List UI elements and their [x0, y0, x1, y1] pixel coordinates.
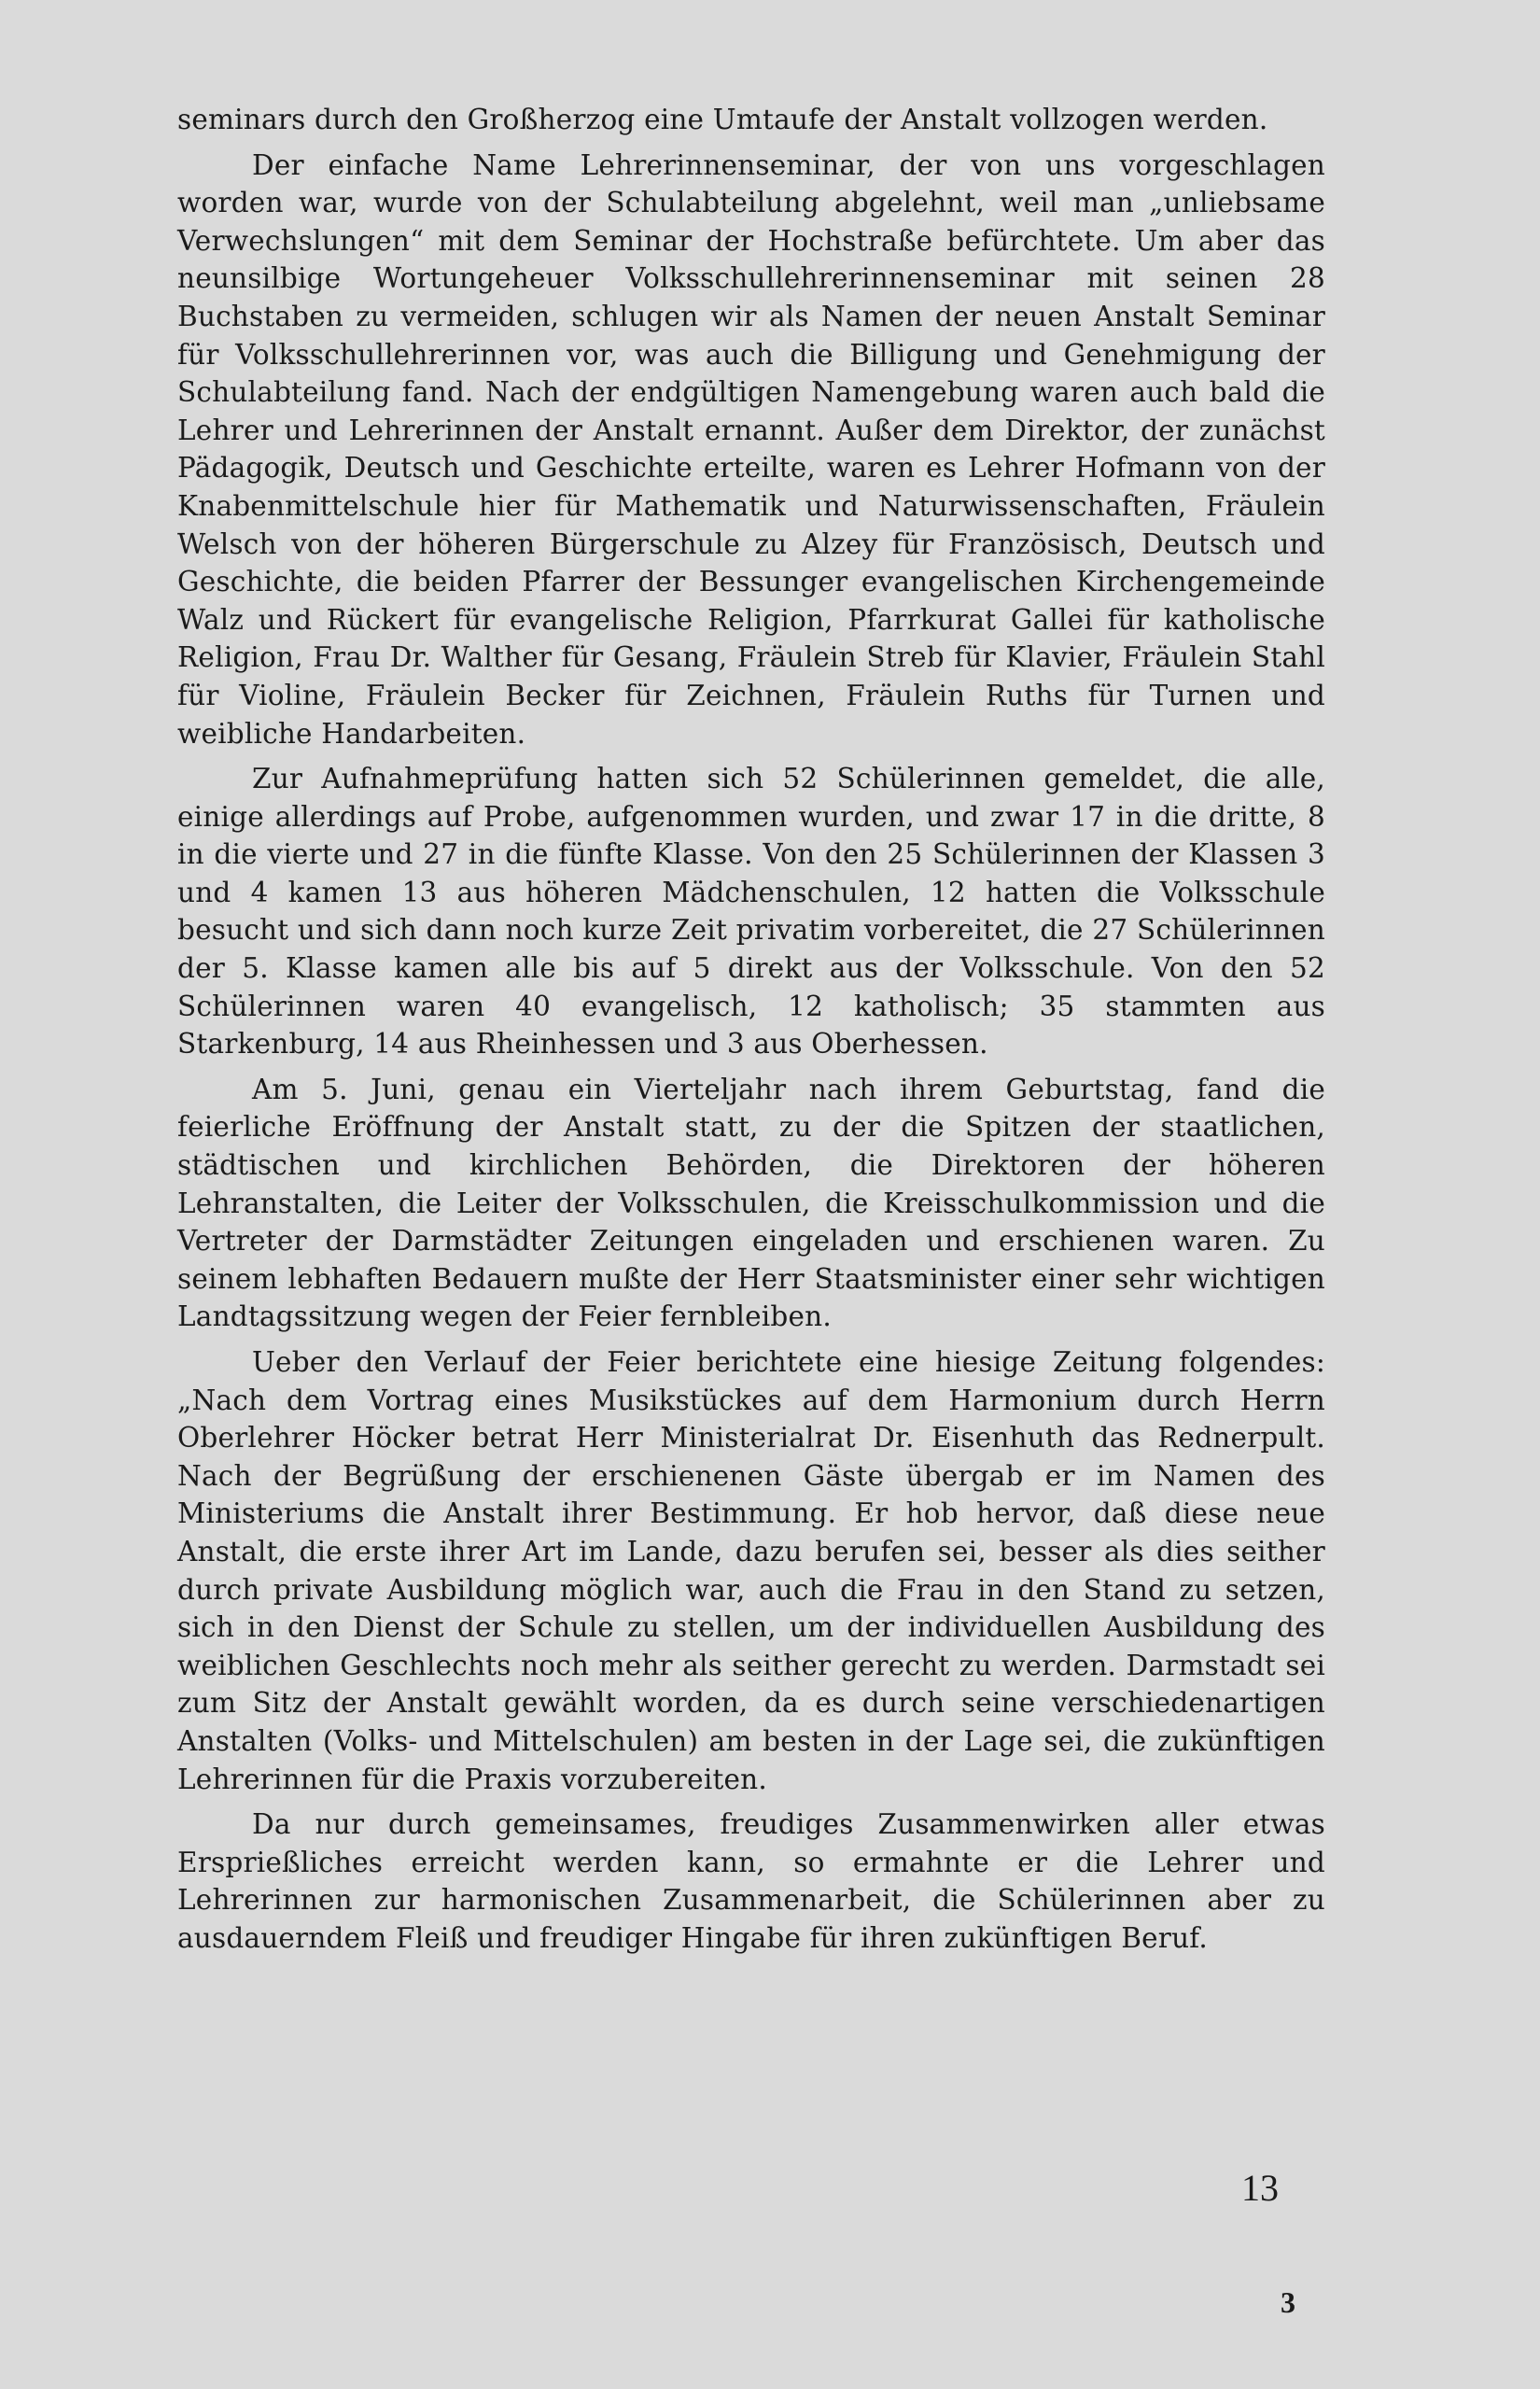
page-number: 13	[1241, 2167, 1279, 2209]
paragraph-seminar-name: Der einfache Name Lehrerinnenseminar, der von uns vorgeschlagen worden war, wurde von der Schulabteilung abgelehnt, weil man „unliebsame Verwechslungen“ mit dem Seminar der Hochstraße befürchtete. Um aber das neunsilbige Wortungeheuer Volksschullehrerinnenseminar mit seinen 28 Buchstaben zu vermeiden, schlugen wir als Namen der neuen Anstalt Seminar für Volksschullehrerinnen vor, was auch die Billigung und Genehmigung der Schulabteilung fand. Nach der endgültigen Namengebung waren auch bald die Lehrer und Lehrerinnen der Anstalt ernannt. Außer dem Direktor, der zunächst Pädagogik, Deutsch und Geschichte erteilte, waren es Lehrer Hofmann von der Knabenmittelschule hier für Mathematik und Naturwissenschaften, Fräulein Welsch von der höheren Bürgerschule zu Alzey für Französisch, Deutsch und Geschichte, die beiden Pfarrer der Bessunger evangelischen Kirchengemeinde Walz und Rückert für evangelische Religion, Pfarrkurat Gallei für katholische Religion, Frau Dr. Walther für Gesang, Fräulein Streb für Klavier, Fräulein Stahl für Violine, Fräulein Becker für Zeichnen, Fräulein Ruths für Turnen und weibliche Handarbeiten.	[177, 148, 1325, 750]
body-text	[177, 101, 1325, 1958]
paragraph-opening-ceremony: Am 5. Juni, genau ein Vierteljahr nach ihrem Geburtstag, fand die feierliche Eröffnung der Anstalt statt, zu der die Spitzen der staatlichen, städtischen und kirchlichen Behörden, die Direktoren der höheren Lehranstalten, die Leiter der Volksschulen, die Kreisschulkommission und die Vertreter der Darmstädter Zeitungen eingeladen und erschienen waren. Zu seinem lebhaften Bedauern mußte der Herr Staatsminister einer sehr wichtigen Landtagssitzung wegen der Feier fernbleiben.	[177, 1073, 1325, 1333]
paragraph-admonition: Da nur durch gemeinsames, freudiges Zusammenwirken aller etwas Ersprießliches erreicht werden kann, so ermahnte er die Lehrer und Lehrerinnen zur harmonischen Zusammenarbeit, die Schülerinnen aber zu ausdauerndem Fleiß und freudiger Hingabe für ihren zukünftigen Beruf.	[177, 1808, 1325, 1954]
paragraph-entrance-exam: Zur Aufnahmeprüfung hatten sich 52 Schülerinnen gemeldet, die alle, einige allerdings auf Probe, aufgenommen wurden, und zwar 17 in die dritte, 8 in die vierte und 27 in die fünfte Klasse. Von den 25 Schülerinnen der Klassen 3 und 4 kamen 13 aus höheren Mädchenschulen, 12 hatten die Volksschule besucht und sich dann noch kurze Zeit privatim vorbereitet, die 27 Schülerinnen der 5. Klasse kamen alle bis auf 5 direkt aus der Volksschule. Von den 52 Schülerinnen waren 40 evangelisch, 12 katholisch; 35 stammten aus Starkenburg, 14 aus Rheinhessen und 3 aus Oberhessen.	[177, 763, 1325, 1061]
paragraph-newspaper-report: Ueber den Verlauf der Feier berichtete eine hiesige Zeitung folgendes: „Nach dem Vortrag eines Musikstückes auf dem Harmonium durch Herrn Oberlehrer Höcker betrat Herr Ministerialrat Dr. Eisenhuth das Rednerpult. Nach der Begrüßung der erschienenen Gäste übergab er im Namen des Ministeriums die Anstalt ihrer Bestimmung. Er hob hervor, daß diese neue Anstalt, die erste ihrer Art im Lande, dazu berufen sei, besser als dies seither durch private Ausbildung möglich war, auch die Frau in den Stand zu setzen, sich in den Dienst der Schule zu stellen, um der individuellen Ausbildung des weiblichen Geschlechts noch mehr als seither gerecht zu werden. Darmstadt sei zum Sitz der Anstalt gewählt worden, da es durch seine verschiedenartigen Anstalten (Volks- und Mittelschulen) am besten in der Lage sei, die zukünftigen Lehrerinnen für die Praxis vorzubereiten.	[177, 1346, 1325, 1795]
paragraph-continuation: seminars durch den Großherzog eine Umtaufe der Anstalt vollzogen werden.	[177, 104, 1268, 135]
sheet-number: 3	[1281, 2285, 1295, 2319]
